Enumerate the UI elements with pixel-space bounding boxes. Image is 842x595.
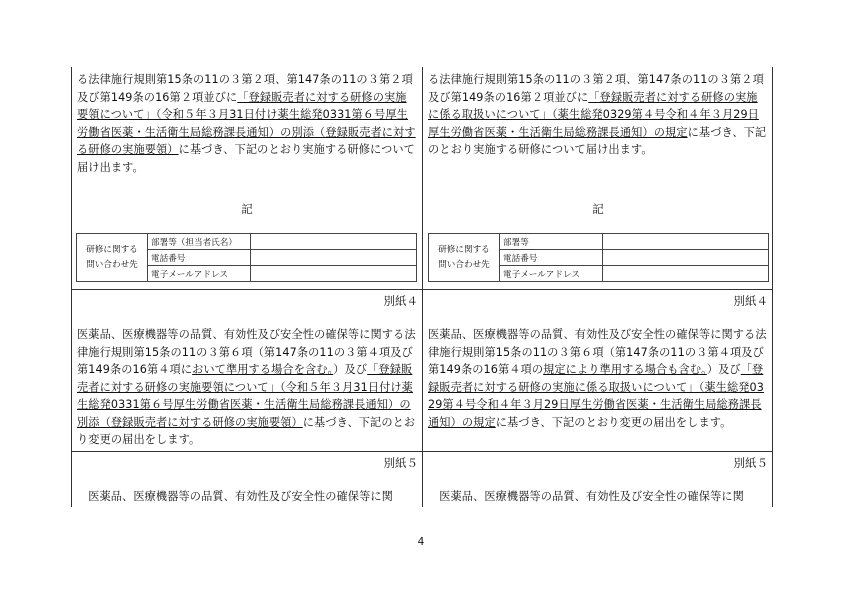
contact-row-label: 部署等 [500, 234, 603, 250]
text-run: 医薬品、医療機器等の品質、有効性及び安全性の確保等に関する法律施行規則第15条の11の３第６項（第147条の11の３第４項及び第149条の16第４項に [77, 328, 416, 376]
contact-group-label: 研修に関する 問い合わせ先 [77, 234, 148, 282]
underlined-text: 「登録販売者に対する研修の実施に係る取扱いについて」（薬生総発0329第４号令和４年３月29日厚生労働省医薬・生活衛生局総務課長通知）の規定 [428, 90, 759, 139]
text-run: に基づき、下記のとおり実施する研修について届け出ます。 [428, 125, 767, 156]
contact-row-value[interactable] [251, 234, 417, 250]
contact-row-value[interactable] [603, 250, 769, 266]
right-annex-4-label: 別紙４ [733, 294, 768, 308]
contact-group-label: 研修に関する 問い合わせ先 [429, 234, 500, 282]
contact-row-value[interactable] [603, 234, 769, 250]
contact-row-label: 電話番号 [148, 250, 251, 266]
text-run: ）及び [333, 363, 368, 376]
text-run: ）及び [706, 363, 741, 376]
underlined-text: 「登録販売者に対する研修の実施に係る取扱いについて」（薬生総発0329第４号令和４年３月29日厚生労働省医薬・生活衛生局総務課長通知）の規定 [428, 363, 764, 429]
underlined-text: 規定により準用する場合も含む。 [543, 363, 707, 376]
text-run: る法律施行規則第15条の11の３第２項、第147条の11の３第２項及び第149条の16第２項並びに [77, 73, 413, 104]
left-annex-4-label: 別紙４ [383, 294, 418, 308]
comparison-table [71, 67, 773, 507]
left-contact-table [76, 233, 417, 282]
contact-row-label: 部署等（担当者氏名） [148, 234, 251, 250]
left-annex4-paragraph [74, 326, 420, 449]
right-contact-table [428, 233, 769, 282]
text-run: 医薬品、医療機器等の品質、有効性及び安全性の確保等に関する法律施行規則第15条の11の３第６項（第147条の11の３第４項及び第149条の16第４項の [428, 328, 767, 376]
left-annex5-paragraph: 医薬品、医療機器等の品質、有効性及び安全性の確保等に関 [88, 490, 393, 503]
row-divider-2 [72, 451, 772, 452]
text-run: に基づき、下記のとおり変更の届出をします。 [495, 415, 732, 429]
underlined-text: 「登録販売者に対する研修の実施要領について」（令和５年３月31日付け薬生総発0331第６号厚生労働省医薬・生活衛生局総務課長通知）の別添（登録販売者に対する研修の実施要領） [77, 90, 416, 156]
page-number: 4 [417, 536, 425, 548]
text-run: に基づき、下記のとおり変更の届出をします。 [77, 415, 416, 446]
contact-row-value[interactable] [251, 250, 417, 266]
left-top-paragraph [74, 71, 420, 176]
right-annex5-paragraph: 医薬品、医療機器等の品質、有効性及び安全性の確保等に関 [439, 490, 744, 503]
underlined-text: 「登録販売者に対する研修の実施要領について」（令和５年３月31日付け薬生総発0331第６号厚生労働省医薬・生活衛生局総務課長通知）の別添（登録販売者に対する研修の実施要領） [77, 363, 413, 429]
right-top-paragraph [425, 71, 771, 159]
column-divider [422, 67, 423, 507]
contact-row-label: 電子メールアドレス [148, 266, 251, 282]
contact-row-value[interactable] [251, 266, 417, 282]
contact-row-value[interactable] [603, 266, 769, 282]
underlined-text: おいて準用する場合を含む。 [192, 363, 334, 376]
left-annex-5-label: 別紙５ [383, 456, 418, 470]
contact-row-label: 電子メールアドレス [500, 266, 603, 282]
contact-row-label: 電話番号 [500, 250, 603, 266]
left-ki-heading: 記 [241, 202, 253, 216]
text-run: る法律施行規則第15条の11の３第２項、第147条の11の３第２項及び第149条の16第２項並びに [428, 73, 764, 104]
right-ki-heading: 記 [592, 202, 604, 216]
right-annex-5-label: 別紙５ [733, 456, 768, 470]
right-annex4-paragraph [425, 326, 771, 431]
text-run: に基づき、下記のとおり実施する研修について届け出ます。 [77, 143, 415, 174]
row-divider-1 [72, 289, 772, 290]
